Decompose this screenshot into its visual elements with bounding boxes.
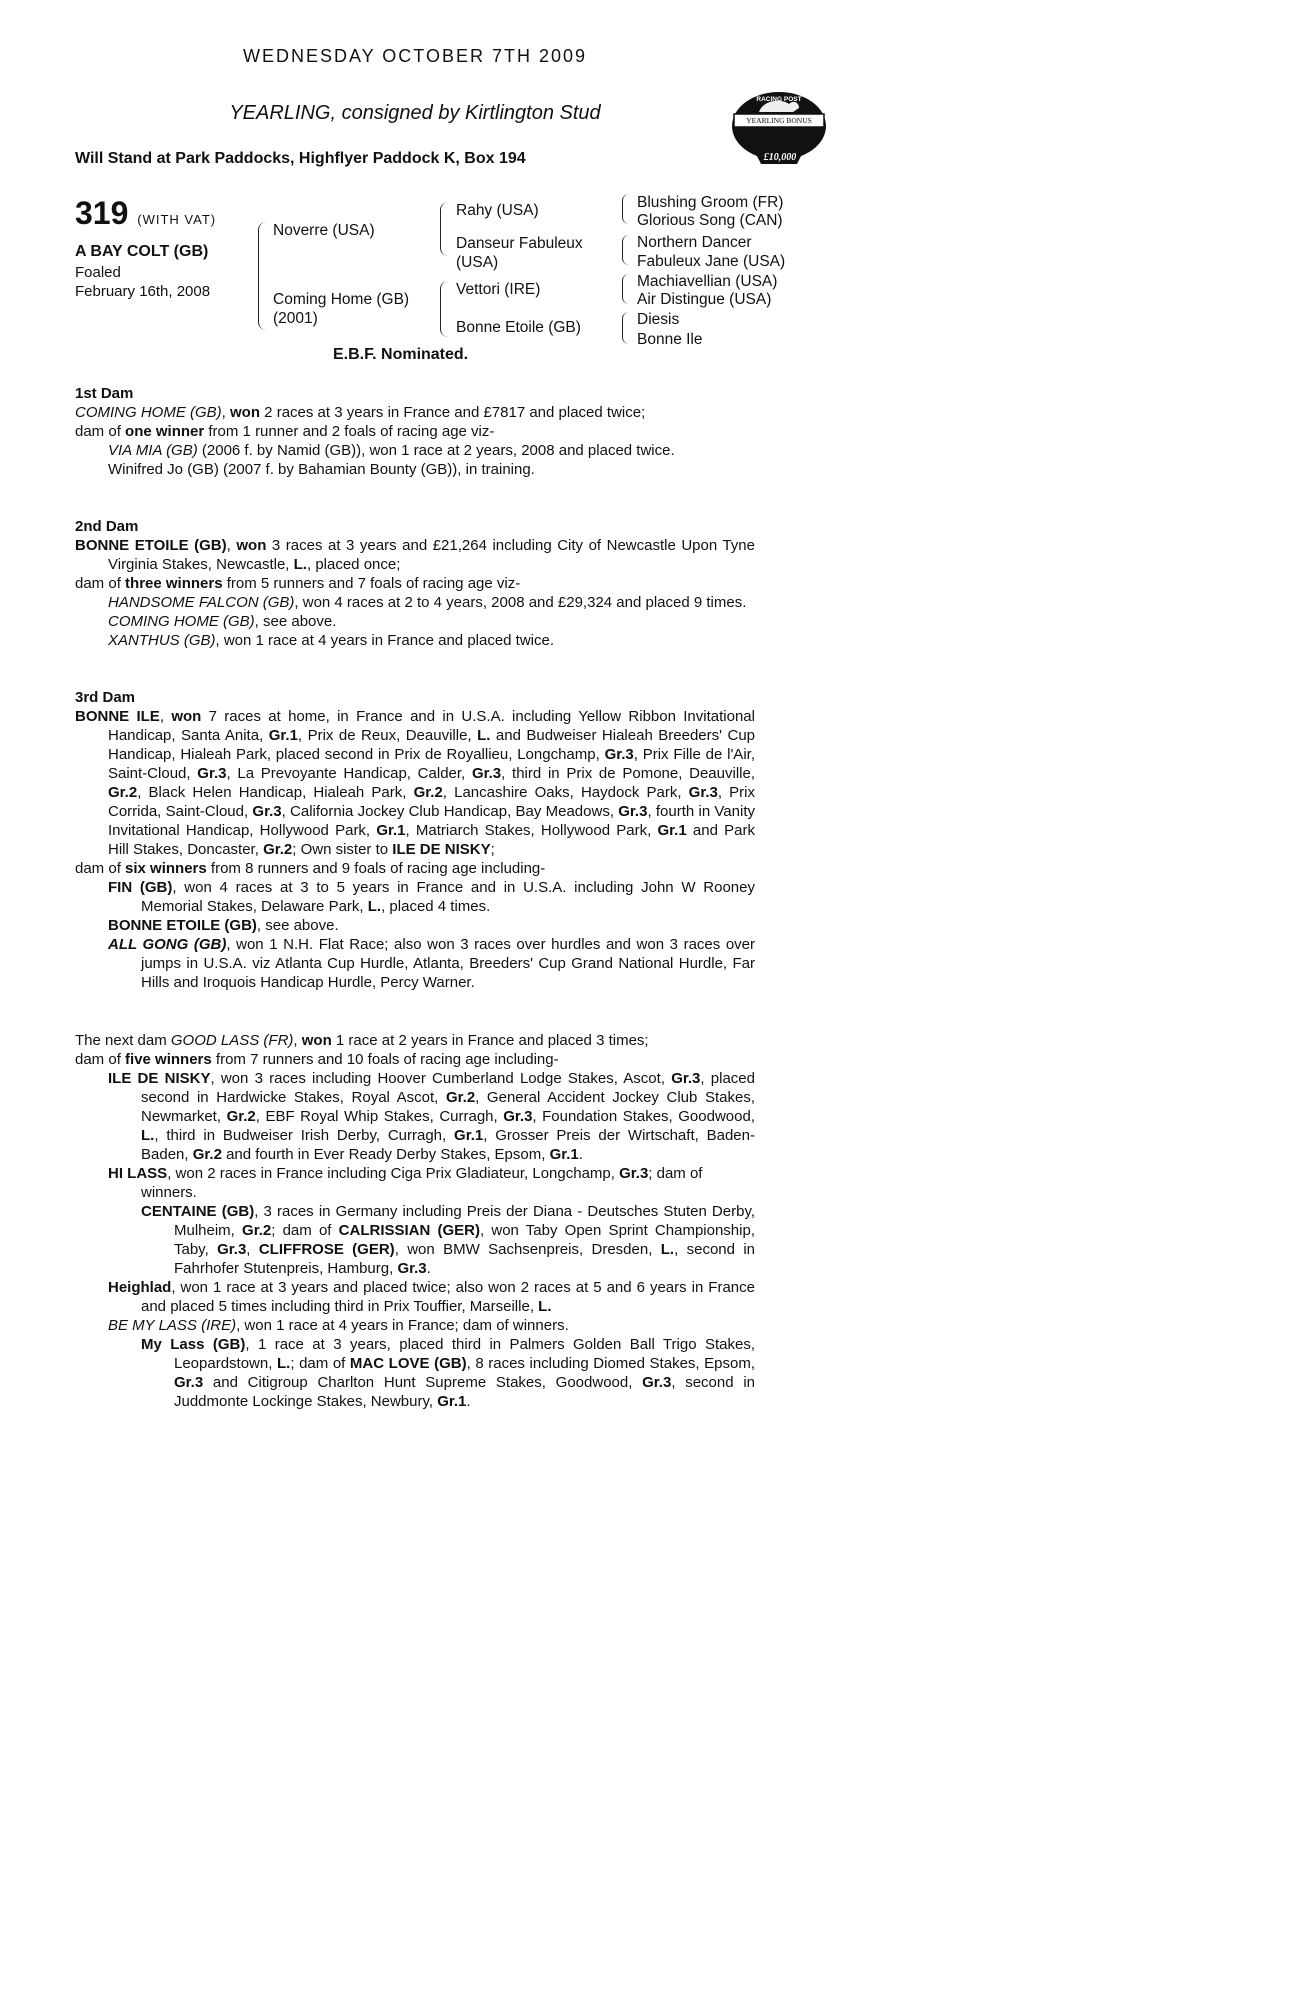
next-dam-produce: dam of five winners from 7 runners and 10 foals of racing age including-: [75, 1051, 559, 1068]
badge-amount: £10,000: [763, 152, 797, 163]
second-dam-record: BONNE ETOILE (GB), won 3 races at 3 years and £21,264 including City of Newcastle Upon Tyne Virginia Stakes, Newcastle, L., placed once;: [75, 537, 755, 573]
horse-name: A BAY COLT (GB): [75, 243, 209, 260]
first-dam-section: [75, 384, 755, 479]
ebf-nominated: E.B.F. Nominated.: [333, 346, 469, 363]
dd-dam: Bonne Ile: [637, 331, 703, 348]
ss-dam: Glorious Song (CAN): [637, 212, 783, 229]
vat-note: (WITH VAT): [137, 212, 217, 227]
sire-dam-line1: Danseur Fabuleux: [456, 235, 583, 252]
lot-number-value: 319: [75, 195, 129, 231]
consignor-line: YEARLING, consigned by Kirtlington Stud: [229, 102, 601, 124]
sire-dam-line2: (USA): [456, 254, 499, 271]
produce-entry: BONNE ETOILE (GB), see above.: [108, 917, 339, 934]
first-dam-heading: 1st Dam: [75, 385, 134, 402]
dd-sire: Diesis: [637, 311, 680, 328]
produce-entry: Heighlad, won 1 race at 3 years and placed twice; also won 2 races at 5 and 6 years in France and placed 5 times including third in Prix Touffier, Marseille, L.: [108, 1279, 755, 1315]
third-dam-heading: 3rd Dam: [75, 689, 136, 706]
third-dam-produce: dam of six winners from 8 runners and 9 foals of racing age including-: [75, 860, 546, 877]
g4-brace: [622, 312, 629, 344]
dam: Coming Home (GB): [273, 291, 410, 308]
produce-entry: ALL GONG (GB), won 1 N.H. Flat Race; also won 3 races over hurdles and won 3 races over jumps in U.S.A. viz Atlanta Cup Hurdle, Atlanta, Breeders' Cup Grand National Hurdle, Far Hills and Iroquois Handicap Hurdle, Percy Warner.: [108, 936, 756, 991]
dam-sire: Vettori (IRE): [456, 281, 541, 298]
dam-year: (2001): [273, 310, 318, 327]
ds-dam: Air Distingue (USA): [637, 291, 772, 308]
produce-entry: COMING HOME (GB), see above.: [108, 613, 337, 630]
ss-sire: Blushing Groom (FR): [637, 194, 784, 211]
g2-brace: [622, 235, 629, 265]
g1-brace: [622, 194, 629, 224]
second-dam-produce: dam of three winners from 5 runners and 7 foals of racing age viz-: [75, 575, 521, 592]
second-dam-heading: 2nd Dam: [75, 518, 139, 535]
produce-entry: XANTHUS (GB), won 1 race at 4 years in France and placed twice.: [108, 632, 555, 649]
produce-entry: Winifred Jo (GB) (2007 f. by Bahamian Bounty (GB)), in training.: [108, 461, 535, 478]
produce-entry: ILE DE NISKY, won 3 races including Hoover Cumberland Lodge Stakes, Ascot, Gr.3, placed second in Hardwicke Stakes, Royal Ascot, Gr.2, General Accident Jockey Club Stakes, Newmarket, Gr.2, EBF Royal Whip Stakes, Curragh, Gr.3, Foundation Stakes, Goodwood, L., third in Budweiser Irish Derby, Curragh, Gr.1, Grosser Preis der Wirtschaft, Baden-Baden, Gr.2 and fourth in Ever Ready Derby Stakes, Epsom, Gr.1.: [108, 1070, 756, 1163]
sd-sire: Northern Dancer: [637, 234, 752, 251]
lot-number: [75, 195, 216, 232]
produce-entry: FIN (GB), won 4 races at 3 to 5 years in France and in U.S.A. including John W Rooney Memorial Stakes, Delaware Park, L., placed 4 times.: [108, 879, 755, 915]
foaled-info: [75, 263, 210, 301]
produce-entry: BE MY LASS (IRE), won 1 race at 4 years in France; dam of winners.: [108, 1317, 569, 1334]
third-dam-record: BONNE ILE, won 7 races at home, in France and in U.S.A. including Yellow Ribbon Invitational Handicap, Santa Anita, Gr.1, Prix de Reux, Deauville, L. and Budweiser Hialeah Breeders' Cup Handicap, Hialeah Park, placed second in Prix de Royallieu, Longchamp, Gr.3, Prix Fille de l'Air, Saint-Cloud, Gr.3, La Prevoyante Handicap, Calder, Gr.3, third in Prix de Pomone, Deauville, Gr.2, Black Helen Handicap, Hialeah Park, Gr.2, Lancashire Oaks, Haydock Park, Gr.3, Prix Corrida, Saint-Cloud, Gr.3, California Jockey Club Handicap, Bay Meadows, Gr.3, fourth in Vanity Invitational Handicap, Hollywood Park, Gr.1, Matriarch Stakes, Hollywood Park, Gr.1 and Park Hill Stakes, Doncaster, Gr.2; Own sister to ILE DE NISKY;: [75, 708, 756, 858]
sire: Noverre (USA): [273, 222, 375, 239]
pedigree-brace: [258, 222, 267, 330]
dam-dam: Bonne Etoile (GB): [456, 319, 581, 336]
produce-entry: HANDSOME FALCON (GB), won 4 races at 2 to 4 years, 2008 and £29,324 and placed 9 times.: [108, 594, 747, 611]
first-dam-produce: dam of one winner from 1 runner and 2 foals of racing age viz-: [75, 423, 495, 440]
second-dam-section: [75, 517, 755, 650]
badge-top-text: RACING POST: [756, 96, 802, 103]
grand-produce-entry: My Lass (GB), 1 race at 3 years, placed third in Palmers Golden Ball Trigo Stakes, Leopardstown, L.; dam of MAC LOVE (GB), 8 races including Diomed Stakes, Epsom, Gr.3 and Citigroup Charlton Hunt Supreme Stakes, Goodwood, Gr.3, second in Juddmonte Lockinge Stakes, Newbury, Gr.1.: [141, 1336, 756, 1410]
g3-brace: [622, 274, 629, 304]
badge-mid-text: YEARLING BONUS: [746, 116, 812, 125]
first-dam-record: COMING HOME (GB), won 2 races at 3 years in France and £7817 and placed twice;: [75, 404, 646, 421]
dam-brace: [440, 281, 448, 337]
foaled-date: February 16th, 2008: [75, 283, 211, 300]
sd-dam: Fabuleux Jane (USA): [637, 253, 786, 270]
third-dam-section: [75, 688, 755, 992]
sire-brace: [440, 202, 448, 256]
sire-sire: Rahy (USA): [456, 202, 539, 219]
next-dam-record: The next dam GOOD LASS (FR), won 1 race at 2 years in France and placed 3 times;: [75, 1032, 649, 1049]
next-dam-section: [75, 1031, 755, 1411]
sale-date: WEDNESDAY OCTOBER 7TH 2009: [242, 46, 588, 66]
produce-entry: HI LASS, won 2 races in France including Ciga Prix Gladiateur, Longchamp, Gr.3; dam of winners.: [108, 1165, 703, 1201]
ds-sire: Machiavellian (USA): [637, 273, 778, 290]
foaled-label: Foaled: [75, 264, 121, 281]
grand-produce-entry: CENTAINE (GB), 3 races in Germany including Preis der Diana - Deutsches Stuten Derby, Mulheim, Gr.2; dam of CALRISSIAN (GER), won Taby Open Sprint Championship, Taby, Gr.3, CLIFFROSE (GER), won BMW Sachsenpreis, Dresden, L., second in Fahrhofer Stutenpreis, Hamburg, Gr.3.: [141, 1203, 756, 1277]
produce-entry: VIA MIA (GB) (2006 f. by Namid (GB)), won 1 race at 2 years, 2008 and placed twice.: [108, 442, 675, 459]
stand-location: Will Stand at Park Paddocks, Highflyer Paddock K, Box 194: [75, 150, 526, 167]
